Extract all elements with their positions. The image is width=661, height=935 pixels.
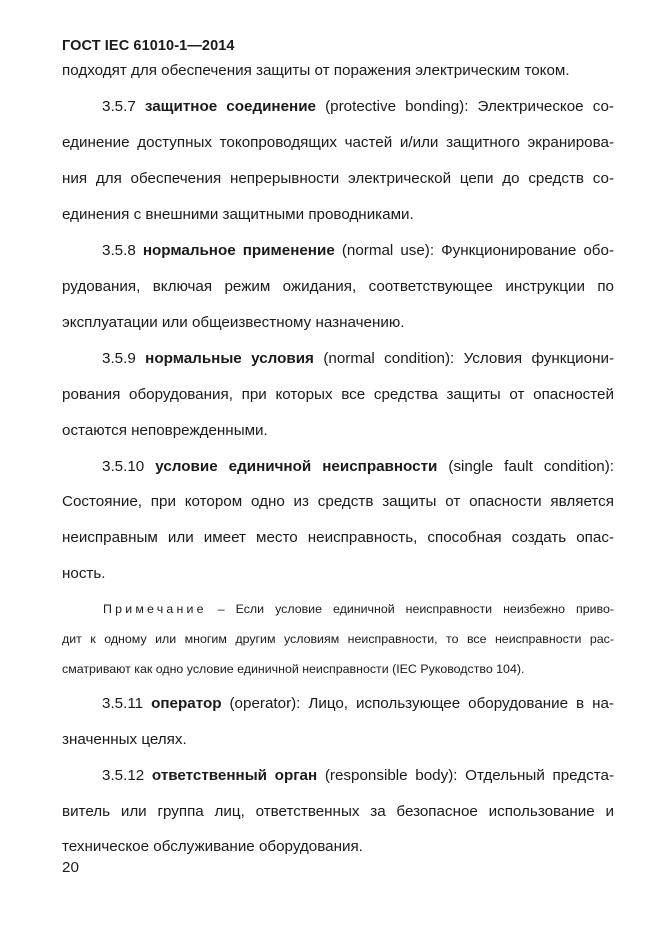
clause-term: нормальные условия [145, 350, 314, 367]
clause-3-5-7-heading [62, 98, 614, 115]
clause-number: 3.5.8 [102, 242, 136, 259]
clause-text: (responsible body): Отдельный предста- [324, 767, 614, 784]
clause-text: (protective bonding): Электрическое со- [325, 98, 614, 115]
clause-3-5-10-heading [62, 458, 614, 475]
text-line: значенных целях. [62, 731, 187, 748]
clause-term: условие единичной неисправности [155, 458, 438, 475]
clause-term: защитное соединение [144, 98, 316, 115]
text-line: рудования, включая режим ожидания, соответствующее инструкции по [62, 278, 614, 295]
clause-number: 3.5.7 [102, 98, 136, 115]
clause-number: 3.5.10 [102, 458, 145, 475]
clause-term: оператор [151, 695, 222, 712]
clause-number: 3.5.9 [102, 350, 136, 367]
text-line: Состояние, при котором одно из средств защиты от опасности является [62, 493, 614, 510]
clause-3-5-12-heading [62, 767, 614, 784]
text-line: витель или группа лиц, ответственных за безопасное использование и [62, 803, 614, 820]
clause-3-5-8-heading [62, 242, 614, 259]
text-line: единения с внешними защитными проводниками. [62, 206, 414, 223]
text-line: неисправным или имеет место неисправность, способная создать опас- [62, 529, 614, 546]
clause-text: (operator): Лицо, использующее оборудование в на- [229, 695, 614, 712]
text-line: рования оборудования, при которых все средства защиты от опасностей [62, 386, 614, 403]
clause-number: 3.5.11 [102, 695, 144, 712]
text-line: эксплуатации или общеизвестному назначению. [62, 314, 405, 331]
text-line: единение доступных токопроводящих частей и/или защитного экранирова- [62, 134, 614, 151]
note-heading [62, 602, 614, 616]
clause-number: 3.5.12 [102, 767, 145, 784]
clause-text: (single fault condition): [448, 458, 614, 475]
page-number: 20 [62, 859, 79, 876]
note-line: сматривают как одно условие единичной неисправности (IEC Руководство 104). [62, 662, 525, 676]
note-text: – Если условие единичной неисправности неизбежно приво- [206, 602, 614, 616]
note-label: Примечание [103, 602, 207, 616]
text-line: подходят для обеспечения защиты от поражения электрическим током. [62, 62, 570, 79]
clause-text: (normal condition): Условия функциони- [323, 350, 614, 367]
clause-3-5-11-heading [62, 695, 614, 712]
clause-text: (normal use): Функционирование обо- [341, 242, 614, 259]
text-line: ность. [62, 565, 106, 582]
text-line: остаются неповрежденными. [62, 422, 268, 439]
clause-3-5-9-heading [62, 350, 614, 367]
note-line: дит к одному или многим другим условиям неисправности, то все неисправности рас- [62, 632, 614, 646]
text-line: ния для обеспечения непрерывности электрической цепи до средств со- [62, 170, 614, 187]
clause-term: нормальное применение [142, 242, 335, 259]
text-line: техническое обслуживание оборудования. [62, 838, 363, 855]
document-header: ГОСТ IEC 61010-1—2014 [62, 38, 235, 54]
clause-term: ответственный орган [151, 767, 318, 784]
